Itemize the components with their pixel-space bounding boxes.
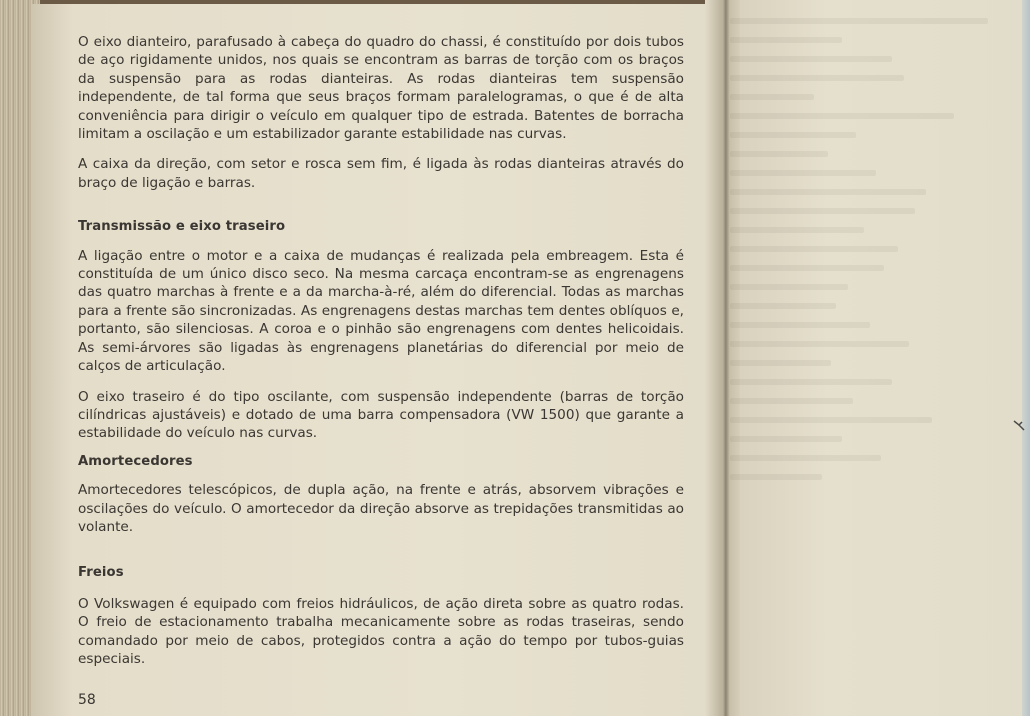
shock-absorbers-paragraph: Amortecedores telescópicos, de dupla ação, na frente e atrás, absorvem vibrações e oscilações do veículo. O amortecedor da direção absorve as trepidações transmitidas ao volante. (78, 482, 684, 535)
rear-axle-paragraph: O eixo traseiro é do tipo oscilante, com suspensão independente (barras de torção cilíndricas ajustáveis) e dotado de uma barra compensadora (VW 1500) que garante a estabilidade do veículo nas curvas. (78, 388, 684, 442)
bleed-through-text (730, 18, 1010, 668)
pencil-mark-icon (1012, 418, 1026, 432)
page-content (78, 33, 684, 668)
brakes-heading: Freios (78, 565, 124, 581)
steering-paragraph: A caixa da direção, com setor e rosca sem fim, é ligada às rodas dianteiras através do braço de ligação e barras. (78, 156, 684, 191)
brakes-paragraph: O Volkswagen é equipado com freios hidráulicos, de ação direta sobre as quatro rodas. O freio de estacionamento trabalha mecanicamente sobre as rodas traseiras, sendo comandado por meio de cabos, protegidos contra a ação do tempo por tubos-guias especiais. (78, 595, 684, 667)
front-axle-paragraph: O eixo dianteiro, parafusado à cabeça do quadro do chassi, é constituído por dois tubos de aço rigidamente unidos, nos quais se encontram as barras de torção com os braços da suspensão para as rodas dianteiras. As rodas dianteiras tem suspensão independente, de tal forma que seus braços formam paralelogramas, o que é de alta conveniência para dirigir o veículo em qualquer tipo de estrada. Batentes de borracha limitam a oscilação e um estabilizador garante estabilidade nas curvas. (78, 34, 684, 143)
transmission-heading: Transmissão e eixo traseiro (78, 219, 286, 235)
shock-absorbers-heading: Amortecedores (78, 453, 193, 469)
transmission-paragraph: A ligação entre o motor e a caixa de mudanças é realizada pela embreagem. Esta é constituída de um único disco seco. Na mesma carcaça encontram-se as engrenagens das quatro marchas à frente e a da marcha-à-ré, além do diferencial. Todas as marchas para a frente são sincronizadas. As engrenagens destas marchas tem dentes oblíquos e, portanto, são silenciosas. A coroa e o pinhão são engrenagens com dentes helicoidais. As semi-árvores são ligadas às engrenagens planetárias do diferencial por meio de calços de articulação. (78, 247, 684, 375)
page-number: 58 (78, 692, 96, 708)
right-page-edge (1022, 0, 1030, 716)
